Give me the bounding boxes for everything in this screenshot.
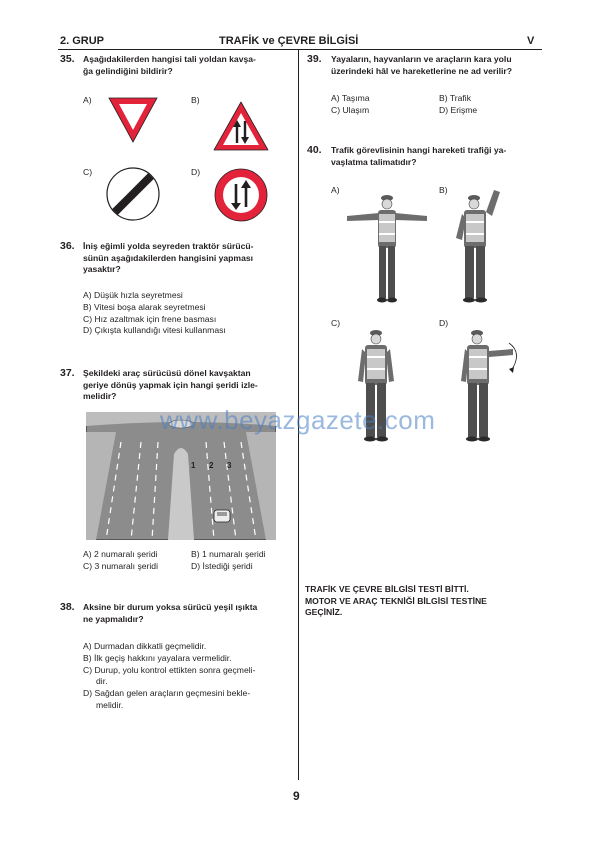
q39-text: [331, 54, 512, 77]
q37-option-c: C) 3 numaralı şeridi: [83, 561, 158, 571]
q35-text: [83, 54, 256, 77]
q36-option-d: D) Çıkışta kullandığı vitesi kullanması: [83, 325, 226, 336]
q39-line: Yayaların, hayvanların ve araçların kara yolu: [331, 54, 512, 64]
q38-number: 38.: [60, 601, 75, 613]
traffic-officer-arm-raised-icon: [448, 188, 508, 306]
group-label: 2. GRUP: [60, 35, 105, 47]
test-end-line: GEÇİNİZ.: [305, 607, 343, 617]
q37-option-a: A) 2 numaralı şeridi: [83, 549, 158, 559]
q37-option-d: D) İstediği şeridi: [191, 561, 253, 571]
q35-number: 35.: [60, 53, 75, 65]
q40-text: [331, 145, 506, 168]
q40-line: Trafik görevlisinin hangi hareketi trafiği ya-: [331, 145, 507, 155]
q38-option-d: D) Sağdan gelen araçların geçmesini bekle-: [83, 688, 251, 699]
q40-option-b-label: B): [439, 185, 448, 195]
q39-option-b: B) Trafik: [439, 93, 471, 103]
q35-line: ğa gelindiğini bildirir?: [83, 65, 173, 76]
q36-line: yasaktır?: [83, 264, 121, 274]
q37-line: melidir?: [83, 391, 117, 401]
q39-option-d: D) Erişme: [439, 105, 478, 115]
q38-line: ne yapmalıdır?: [83, 613, 144, 624]
q35-line: Aşağıdakilerden hangisi tali yoldan kavşa-: [83, 54, 256, 64]
q38-option-a: A) Durmadan dikkatli geçmelidir.: [83, 641, 207, 651]
q40-option-d-label: D): [439, 318, 449, 328]
priority-to-oncoming-sign-icon: [213, 167, 269, 223]
q39-option-c: C) Ulaşım: [331, 105, 370, 115]
q36-option-a: A) Düşük hızla seyretmesi: [83, 290, 183, 300]
q40-option-a-label: A): [331, 185, 340, 195]
q38-option-b: B) İlk geçiş hakkını yayalara vermelidir.: [83, 652, 232, 663]
test-end-line: TRAFİK VE ÇEVRE BİLGİSİ TESTİ BİTTİ.: [305, 584, 469, 594]
q36-text: [83, 241, 254, 276]
q35-option-a-label: A): [83, 95, 92, 105]
q35-option-b-label: B): [191, 95, 200, 105]
header-rule: [58, 49, 542, 50]
q40-option-c-label: C): [331, 318, 341, 328]
q36-line: İniş eğimli yolda seyreden traktör sürücü-: [83, 241, 254, 251]
q36-line: sünün aşağıdakilerden hangisini yapması: [83, 252, 254, 263]
q36-option-b: B) Vitesi boşa alarak seyretmesi: [83, 301, 206, 312]
traffic-officer-arm-waving-icon: [455, 325, 525, 445]
page-number: 9: [293, 789, 300, 803]
q38-option-d-cont: melidir.: [96, 699, 124, 710]
q38-option-c: C) Durup, yolu kontrol ettikten sonra geçmeli-: [83, 664, 256, 675]
lane-label-3: 3: [227, 461, 232, 470]
q36-options: [83, 290, 226, 337]
q38-option-c-cont: dir.: [96, 676, 108, 687]
q37-line: Şekildeki araç sürücüsü dönel kavşaktan: [83, 368, 251, 378]
q39-line: üzerindeki hâl ve hareketlerine ne ad verilir?: [331, 65, 513, 76]
page-title: TRAFİK ve ÇEVRE BİLGİSİ: [219, 35, 359, 47]
lane-label-1: 1: [191, 461, 196, 470]
q36-option-c: C) Hız azaltmak için frene basması: [83, 313, 217, 324]
test-end-note: [305, 584, 487, 619]
q38-line: Aksine bir durum yoksa sürücü yeşil ışıkta: [83, 602, 258, 612]
yield-sign-icon: [107, 95, 159, 145]
traffic-officer-arms-outstretched-icon: [345, 190, 429, 305]
q37-line: geriye dönüş yapmak için hangi şeridi izle-: [83, 379, 258, 390]
lane-label-2: 2: [209, 461, 214, 470]
test-end-line: MOTOR VE ARAÇ TEKNİĞİ BİLGİSİ TESTİNE: [305, 595, 487, 606]
watermark-text: www.beyazgazete.com: [160, 405, 436, 435]
booklet-letter: V: [527, 35, 535, 47]
q37-text: [83, 368, 258, 403]
q38-text: [83, 602, 257, 625]
q37-number: 37.: [60, 367, 75, 379]
q39-option-a: A) Taşıma: [331, 93, 370, 103]
q40-line: vaşlatma talimatıdır?: [331, 156, 417, 167]
two-way-traffic-warning-sign-icon: [212, 100, 270, 152]
q35-option-c-label: C): [83, 167, 93, 177]
q38-options: [83, 641, 255, 712]
q37-option-b: B) 1 numaralı şeridi: [191, 549, 266, 559]
q35-option-d-label: D): [191, 167, 201, 177]
q40-number: 40.: [307, 144, 322, 156]
end-of-restrictions-sign-icon: [105, 166, 161, 222]
q36-number: 36.: [60, 240, 75, 252]
q39-number: 39.: [307, 53, 322, 65]
